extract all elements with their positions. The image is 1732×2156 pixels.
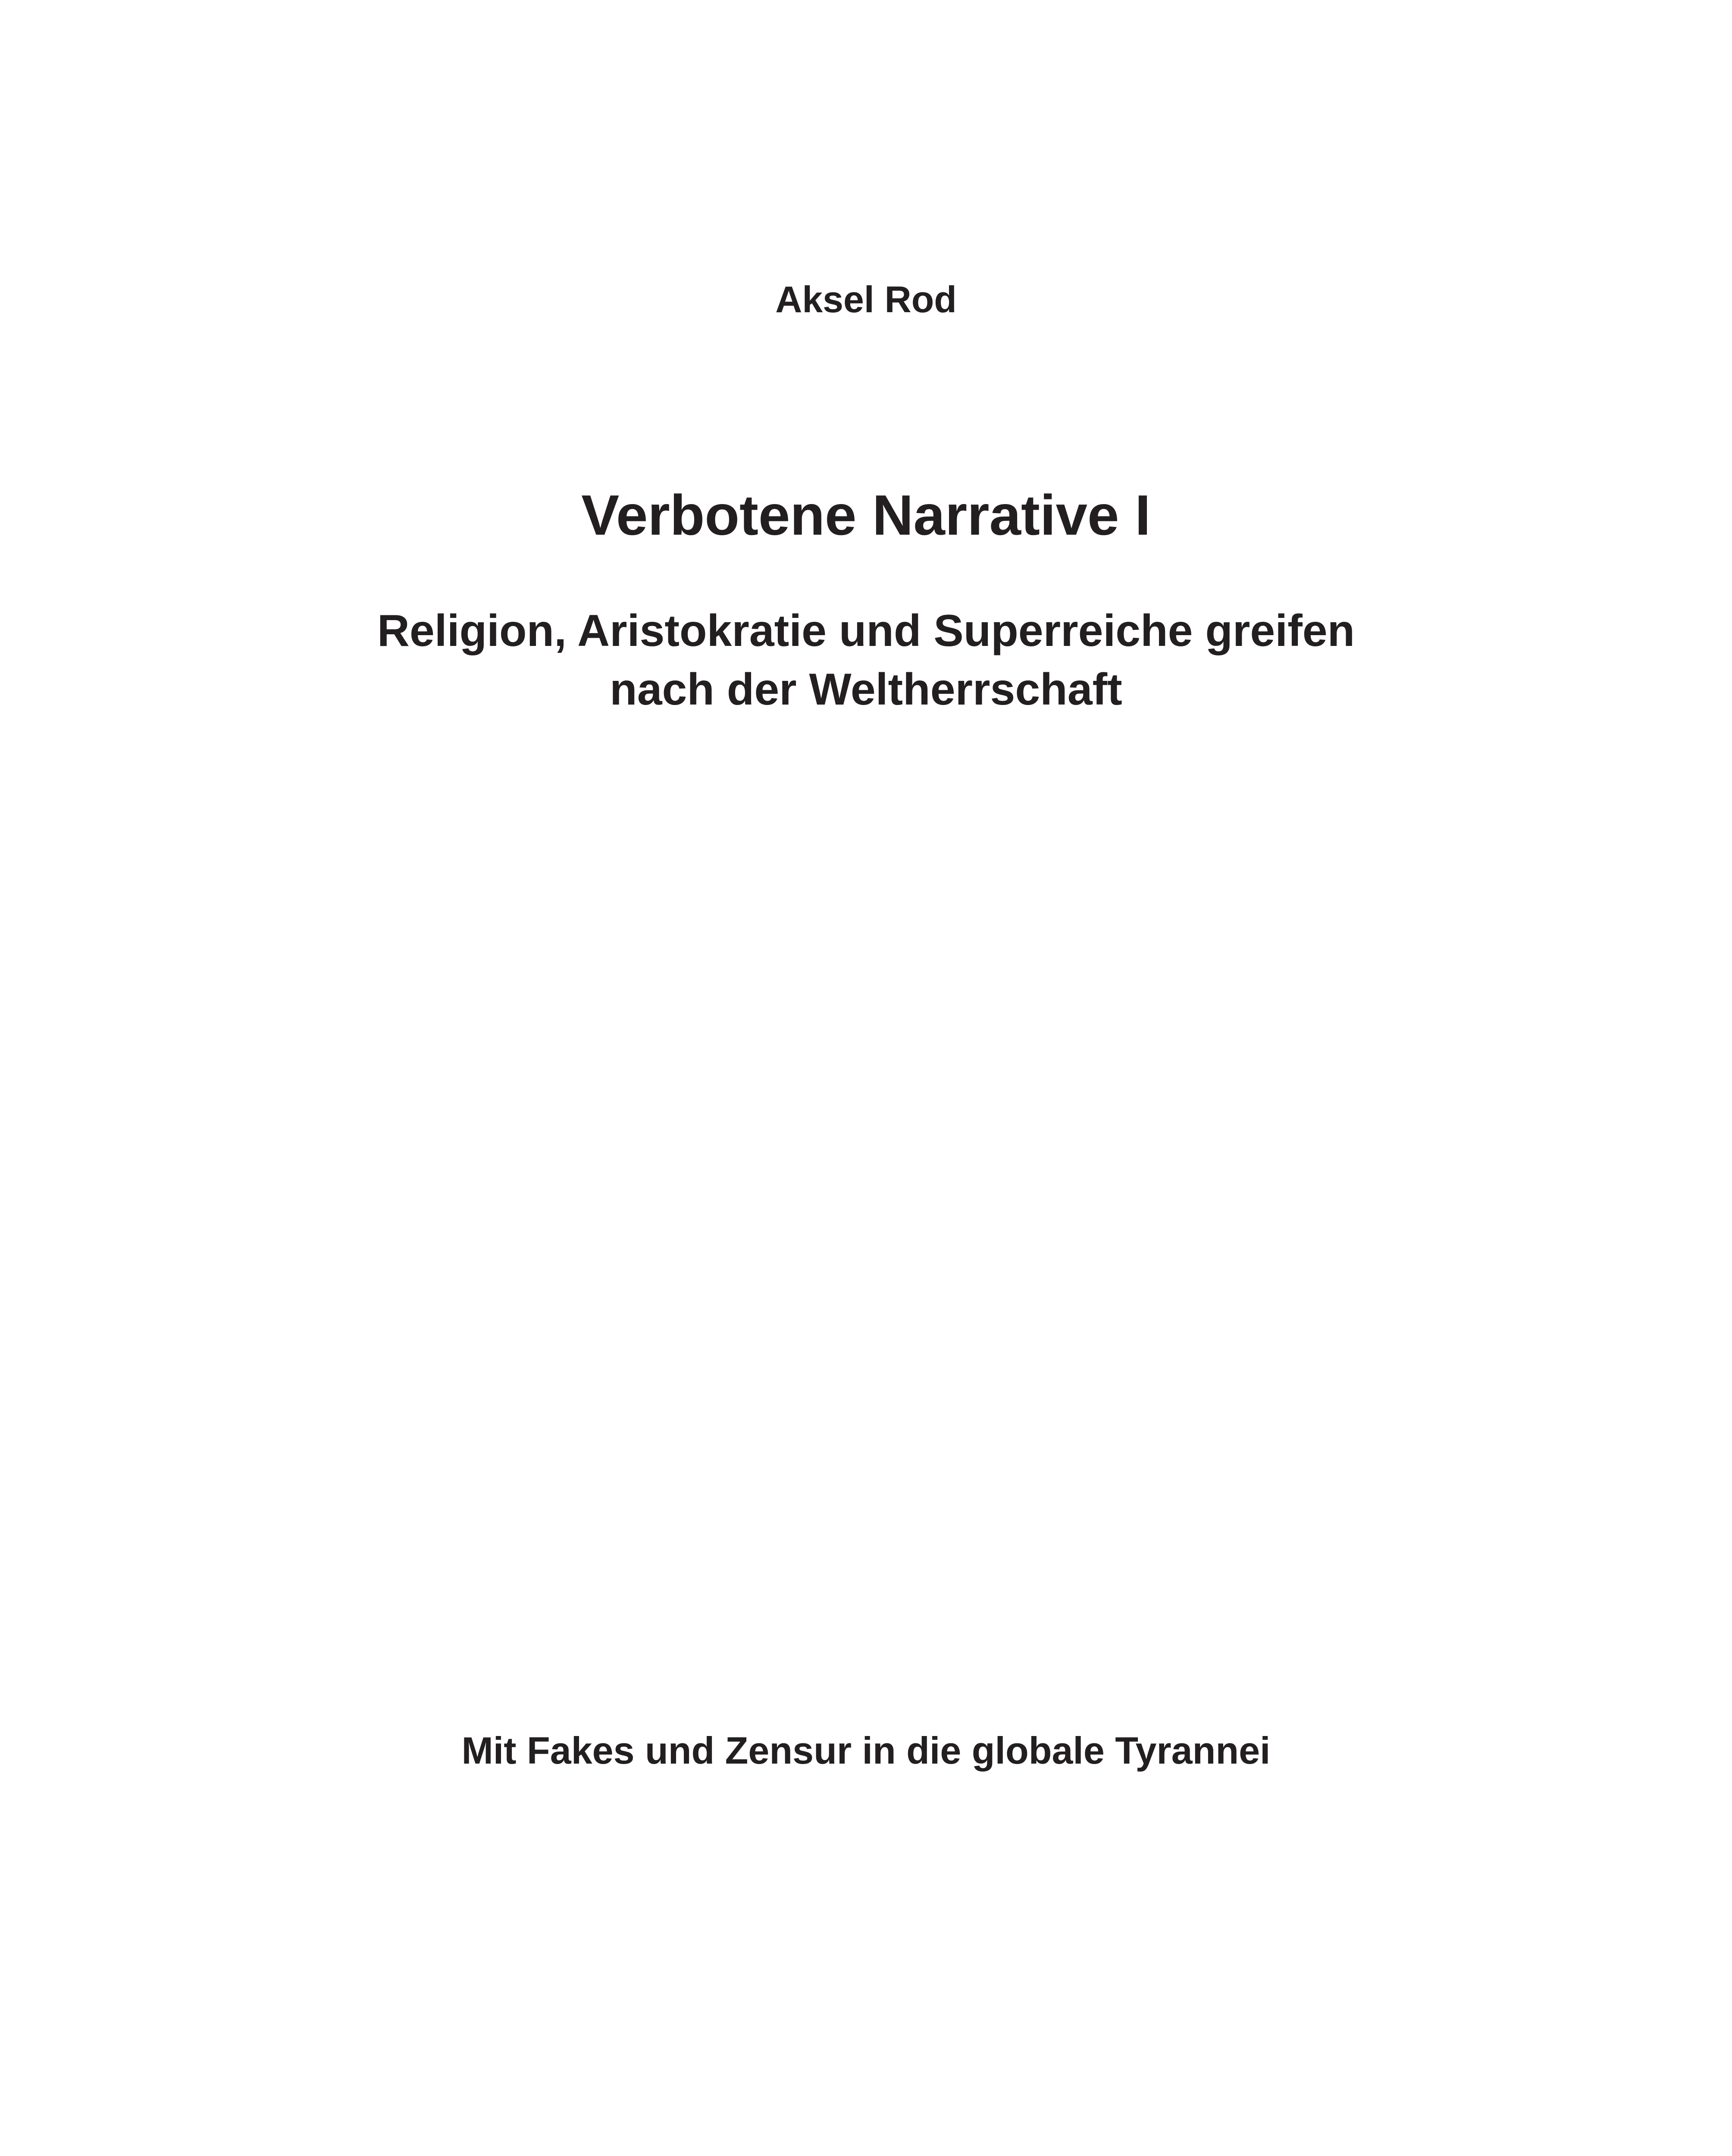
subtitle-line-1: Religion, Aristokratie und Superreiche greifen: [377, 606, 1355, 656]
subtitle-line-2: nach der Weltherrschaft: [610, 664, 1122, 714]
book-title: Verbotene Narrative I: [581, 483, 1151, 547]
author-name: Aksel Rod: [775, 279, 957, 320]
book-subtitle: [0, 602, 1732, 719]
book-tagline: Mit Fakes und Zensur in die globale Tyrannei: [461, 1729, 1271, 1772]
